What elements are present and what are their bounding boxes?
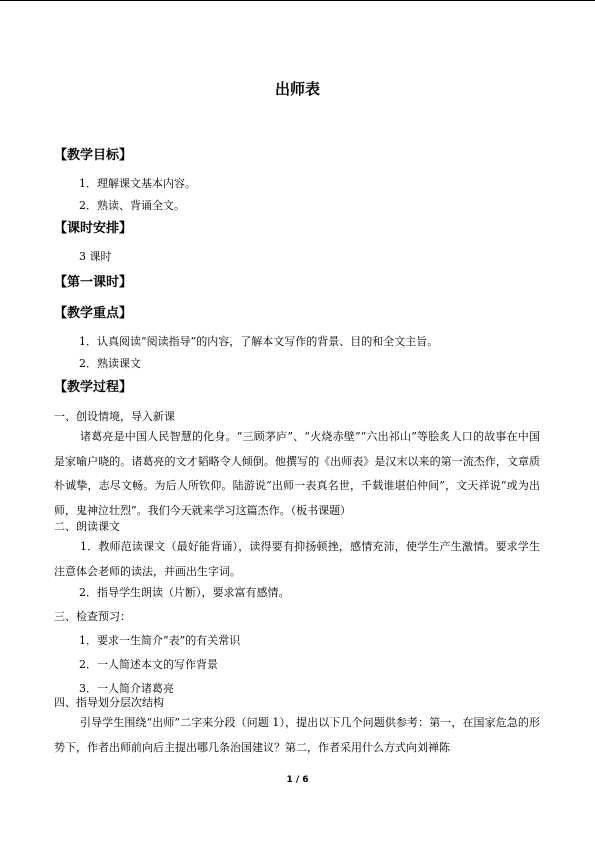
step3-item-1: 1．要求一生简介“表”的有关常识 xyxy=(79,634,241,647)
step1-paragraph: 诸葛亮是中国人民智慧的化身。“三顾茅庐”、“火烧赤壁”“六出祁山”等脍炙人口的故事在中国是家喻户晓的。诸葛亮的文才韬略令人倾倒。他撰写的《出师表》是汉末以来的第一流杰作，文章质朴诚挚，志尽文畅。为后人所钦仰。陆游说“出师一表真名世，千载谁堪伯仲间”，文天祥说“或为出师，鬼神泣壮烈”。我们今天就来学习这篇杰作。（板书课题） xyxy=(54,430,540,517)
goal-item-2: 2．熟读、背诵全文。 xyxy=(79,199,185,212)
focus-item-2: 2．熟读课文 xyxy=(79,357,141,370)
header-rule xyxy=(0,0,595,1)
step4-paragraph: 引导学生围绕“出师”二字来分段（问题 1），提出以下几个问题供参考：第一，在国家危急的形势下，作者出师前向后主提出哪几条治国建议？第二，作者采用什么方式向刘禅陈 xyxy=(54,716,540,754)
heading-lesson1: 【第一课时】 xyxy=(54,275,133,290)
heading-process: 【教学过程】 xyxy=(54,380,133,395)
step2-heading: 二、朗读课文 xyxy=(54,520,120,533)
step4-heading: 四、指导划分层次结构 xyxy=(54,696,164,709)
goal-item-1: 1．理解课文基本内容。 xyxy=(79,177,196,190)
step1-heading: 一、创设情境，导入新课 xyxy=(54,410,175,423)
step3-item-3: 3．一人简介诸葛亮 xyxy=(79,682,174,695)
page-title: 出师表 xyxy=(274,80,320,98)
schedule-text: 3 课时 xyxy=(79,250,112,263)
step3-item-2: 2．一人简述本文的写作背景 xyxy=(79,658,218,671)
step3-heading: 三、检查预习： xyxy=(54,610,131,623)
step2-item-2: 2．指导学生朗读（片断），要求富有感情。 xyxy=(79,586,290,599)
focus-item-1: 1．认真阅读“阅读指导”的内容，了解本文写作的背景、目的和全文主旨。 xyxy=(79,335,439,348)
heading-goals: 【教学目标】 xyxy=(54,148,133,163)
heading-focus: 【教学重点】 xyxy=(54,306,133,321)
step2-paragraph: 1．教师范读课文（最好能背诵），读得要有抑扬顿挫，感情充沛，使学生产生激情。要求学生注意体会老师的读法，并画出生字词。 xyxy=(54,540,540,578)
page-number: 1 / 6 xyxy=(286,775,309,785)
heading-schedule: 【课时安排】 xyxy=(54,221,133,236)
